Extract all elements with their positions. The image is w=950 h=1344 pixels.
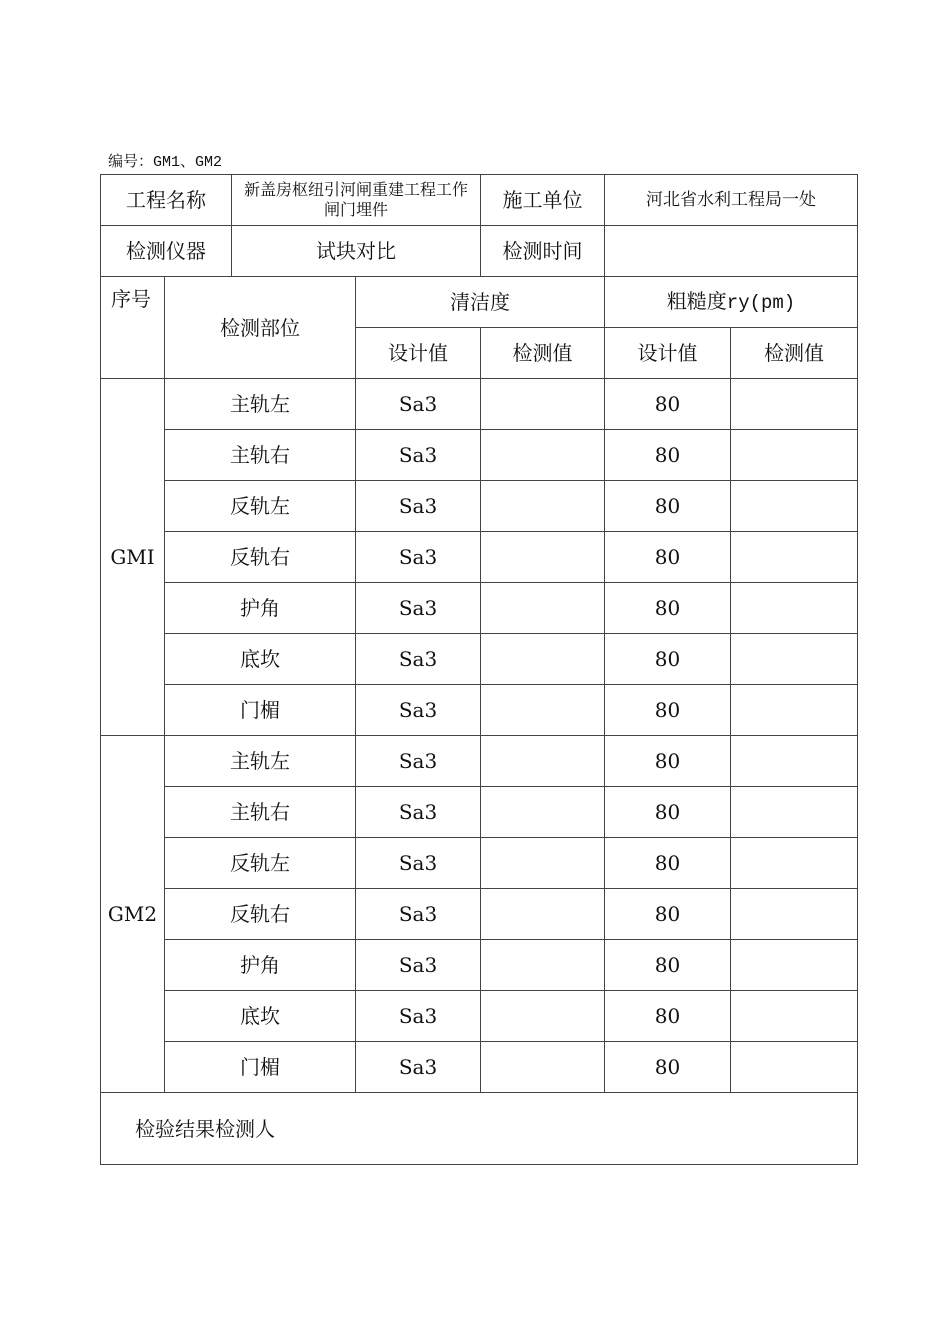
instrument-label: 检测仪器: [101, 226, 232, 277]
part-cell: 主轨左: [165, 379, 356, 430]
clean-measured-cell: [481, 532, 605, 583]
clean-design-cell: Sa3: [356, 379, 481, 430]
rough-measured-cell: [731, 940, 858, 991]
rough-measured-cell: [731, 583, 858, 634]
clean-design-cell: Sa3: [356, 787, 481, 838]
roughness-header: [605, 277, 858, 328]
rough-measured-cell: [731, 430, 858, 481]
part-cell: 门楣: [165, 1042, 356, 1093]
clean-measured-cell: [481, 991, 605, 1042]
result-label: 检验结果检测人: [101, 1093, 858, 1165]
contractor-label: 施工单位: [481, 175, 605, 226]
clean-measured-cell: [481, 481, 605, 532]
project-name-value: 新盖房枢纽引河闸重建工程工作闸门埋件: [232, 175, 481, 226]
clean-measured-header: 检测值: [481, 328, 605, 379]
rough-measured-cell: [731, 532, 858, 583]
rough-design-cell: 80: [605, 481, 731, 532]
table-row: [101, 889, 858, 940]
clean-measured-cell: [481, 1042, 605, 1093]
clean-measured-cell: [481, 787, 605, 838]
rough-design-cell: 80: [605, 685, 731, 736]
table-row: [101, 685, 858, 736]
clean-design-header: 设计值: [356, 328, 481, 379]
part-cell: 反轨右: [165, 532, 356, 583]
rough-design-cell: 80: [605, 1042, 731, 1093]
rough-measured-header: 检测值: [731, 328, 858, 379]
clean-measured-cell: [481, 736, 605, 787]
seq-header: 序号: [101, 277, 165, 379]
part-cell: 底坎: [165, 991, 356, 1042]
table-row: [101, 532, 858, 583]
clean-design-cell: Sa3: [356, 991, 481, 1042]
rough-measured-cell: [731, 736, 858, 787]
cleanliness-header: 清洁度: [356, 277, 605, 328]
rough-measured-cell: [731, 838, 858, 889]
table-row: [101, 940, 858, 991]
clean-design-cell: Sa3: [356, 430, 481, 481]
clean-design-cell: Sa3: [356, 940, 481, 991]
part-cell: 主轨右: [165, 430, 356, 481]
clean-measured-cell: [481, 685, 605, 736]
clean-design-cell: Sa3: [356, 736, 481, 787]
time-value: [605, 226, 858, 277]
clean-design-cell: Sa3: [356, 634, 481, 685]
column-header-row-1: [101, 277, 858, 328]
table-row: [101, 430, 858, 481]
instrument-value: 试块对比: [232, 226, 481, 277]
time-label: 检测时间: [481, 226, 605, 277]
project-row: [101, 175, 858, 226]
table-row: [101, 379, 858, 430]
rough-measured-cell: [731, 889, 858, 940]
part-header: 检测部位: [165, 277, 356, 379]
rough-design-cell: 80: [605, 889, 731, 940]
clean-design-cell: Sa3: [356, 532, 481, 583]
inspection-table: [100, 174, 858, 1165]
table-row: [101, 481, 858, 532]
rough-design-cell: 80: [605, 838, 731, 889]
clean-design-cell: Sa3: [356, 1042, 481, 1093]
clean-measured-cell: [481, 379, 605, 430]
clean-measured-cell: [481, 940, 605, 991]
rough-design-cell: 80: [605, 991, 731, 1042]
rough-design-cell: 80: [605, 736, 731, 787]
result-row: [101, 1093, 858, 1165]
clean-design-cell: Sa3: [356, 481, 481, 532]
rough-design-cell: 80: [605, 430, 731, 481]
clean-measured-cell: [481, 634, 605, 685]
table-row: [101, 1042, 858, 1093]
clean-measured-cell: [481, 889, 605, 940]
table-row: [101, 838, 858, 889]
part-cell: 底坎: [165, 634, 356, 685]
clean-measured-cell: [481, 838, 605, 889]
table-row: [101, 583, 858, 634]
part-cell: 反轨右: [165, 889, 356, 940]
clean-design-cell: Sa3: [356, 889, 481, 940]
contractor-value: 河北省水利工程局一处: [605, 175, 858, 226]
roughness-unit: ry(pm): [726, 292, 796, 314]
rough-design-header: 设计值: [605, 328, 731, 379]
part-cell: 门楣: [165, 685, 356, 736]
clean-design-cell: Sa3: [356, 838, 481, 889]
rough-measured-cell: [731, 685, 858, 736]
rough-measured-cell: [731, 481, 858, 532]
rough-design-cell: 80: [605, 379, 731, 430]
rough-design-cell: 80: [605, 583, 731, 634]
part-cell: 主轨左: [165, 736, 356, 787]
clean-measured-cell: [481, 430, 605, 481]
table-row: [101, 736, 858, 787]
rough-measured-cell: [731, 787, 858, 838]
table-row: [101, 787, 858, 838]
rough-measured-cell: [731, 991, 858, 1042]
roughness-label: 粗糙度: [666, 289, 727, 313]
rough-design-cell: 80: [605, 532, 731, 583]
group-label: GMI: [101, 379, 165, 736]
rough-measured-cell: [731, 634, 858, 685]
table-row: [101, 634, 858, 685]
rough-measured-cell: [731, 379, 858, 430]
part-cell: 护角: [165, 583, 356, 634]
clean-measured-cell: [481, 583, 605, 634]
part-cell: 反轨左: [165, 838, 356, 889]
rough-design-cell: 80: [605, 634, 731, 685]
rough-measured-cell: [731, 1042, 858, 1093]
rough-design-cell: 80: [605, 940, 731, 991]
part-cell: 护角: [165, 940, 356, 991]
clean-design-cell: Sa3: [356, 685, 481, 736]
project-name-label: 工程名称: [101, 175, 232, 226]
part-cell: 主轨右: [165, 787, 356, 838]
rough-design-cell: 80: [605, 787, 731, 838]
table-row: [101, 991, 858, 1042]
document-number: 编号：GM1、GM2: [108, 154, 223, 171]
clean-design-cell: Sa3: [356, 583, 481, 634]
instrument-row: [101, 226, 858, 277]
part-cell: 反轨左: [165, 481, 356, 532]
group-label: GM2: [101, 736, 165, 1093]
